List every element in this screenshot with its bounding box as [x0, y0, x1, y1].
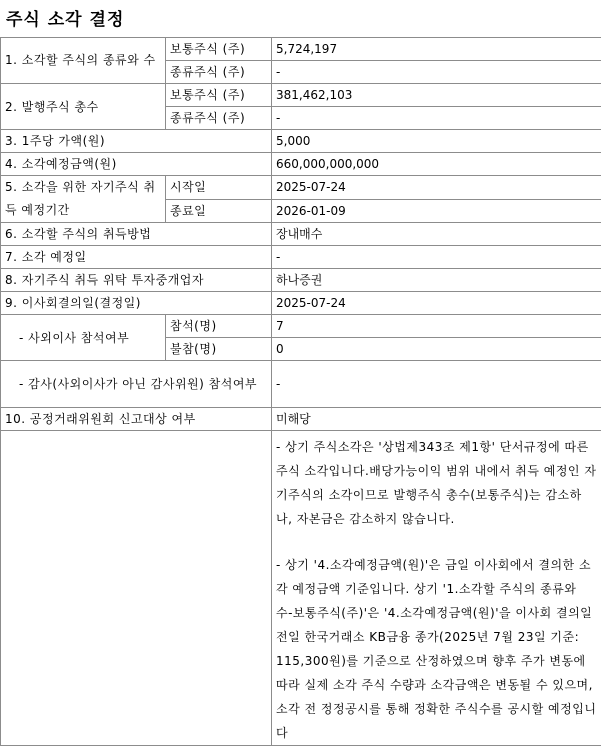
row-label: - 감사(사외이사가 아닌 감사위원) 참석여부	[1, 361, 272, 408]
row-value: 7	[272, 315, 601, 338]
table-row	[1, 292, 601, 315]
row-label: 1. 소각할 주식의 종류와 수	[1, 38, 166, 84]
row-label: 6. 소각할 주식의 취득방법	[1, 223, 272, 246]
notes-blank-cell	[1, 431, 272, 746]
row-label: 7. 소각 예정일	[1, 246, 272, 269]
row-label: 9. 이사회결의일(결정일)	[1, 292, 272, 315]
row-value: 5,000	[272, 130, 601, 153]
row-label: 2. 발행주식 총수	[1, 84, 166, 130]
row-value: 2025-07-24	[272, 176, 601, 200]
table-row	[1, 38, 601, 61]
table-row	[1, 84, 601, 107]
row-value: 381,462,103	[272, 84, 601, 107]
row-sublabel: 종류주식 (주)	[166, 61, 272, 84]
page-title: 주식 소각 결정	[0, 0, 601, 27]
row-value: -	[272, 361, 601, 408]
row-label: 5. 소각을 위한 자기주식 취득 예정기간	[1, 176, 166, 223]
row-label: - 사외이사 참석여부	[1, 315, 166, 361]
row-value: 0	[272, 338, 601, 361]
row-value: -	[272, 107, 601, 130]
table-row	[1, 223, 601, 246]
row-value: 미해당	[272, 408, 601, 431]
table-row	[1, 153, 601, 176]
row-value: 하나증권	[272, 269, 601, 292]
table-row	[1, 315, 601, 338]
row-value: -	[272, 246, 601, 269]
row-value: 660,000,000,000	[272, 153, 601, 176]
row-label: 10. 공정거래위원회 신고대상 여부	[1, 408, 272, 431]
row-sublabel: 종료일	[166, 199, 272, 223]
table-row	[1, 176, 601, 200]
row-label: 8. 자기주식 취득 위탁 투자중개업자	[1, 269, 272, 292]
row-sublabel: 보통주식 (주)	[166, 84, 272, 107]
notes-cell	[272, 431, 601, 746]
row-label: 3. 1주당 가액(원)	[1, 130, 272, 153]
disclosure-table	[0, 37, 601, 746]
row-sublabel: 종류주식 (주)	[166, 107, 272, 130]
row-value: 2025-07-24	[272, 292, 601, 315]
table-row	[1, 269, 601, 292]
notes-row	[1, 431, 601, 746]
note-paragraph: - 상기 '4.소각예정금액(원)'은 금일 이사회에서 결의한 소각 예정금액 기준입니다. 상기 '1.소각할 주식의 종류와 수-보통주식(주)'은 '4.소각예정금액(원)'을 이사회 결의일 전일 한국거래소 KB금융 종가(2025년 7월 23일 기준: 115,300원)를 기준으로 산정하였으며 향후 주가 변동에 따라 실제 소각 주식 수량과 소각금액은 변동될 수 있으며, 소각 전 정정공시를 통해 정확한 주식수를 공시할 예정입니다	[276, 553, 597, 745]
row-label: 4. 소각예정금액(원)	[1, 153, 272, 176]
table-row	[1, 408, 601, 431]
table-row	[1, 130, 601, 153]
row-value: 5,724,197	[272, 38, 601, 61]
row-value: 2026-01-09	[272, 199, 601, 223]
row-value: 장내매수	[272, 223, 601, 246]
note-paragraph: - 상기 주식소각은 '상법제343조 제1항' 단서규정에 따른 주식 소각입니다.배당가능이익 범위 내에서 취득 예정인 자기주식의 소각이므로 발행주식 총수(보통주식)는 감소하나, 자본금은 감소하지 않습니다.	[276, 435, 597, 531]
table-row	[1, 361, 601, 408]
row-sublabel: 보통주식 (주)	[166, 38, 272, 61]
row-sublabel: 시작일	[166, 176, 272, 200]
table-row	[1, 246, 601, 269]
row-value: -	[272, 61, 601, 84]
row-sublabel: 참석(명)	[166, 315, 272, 338]
row-sublabel: 불참(명)	[166, 338, 272, 361]
